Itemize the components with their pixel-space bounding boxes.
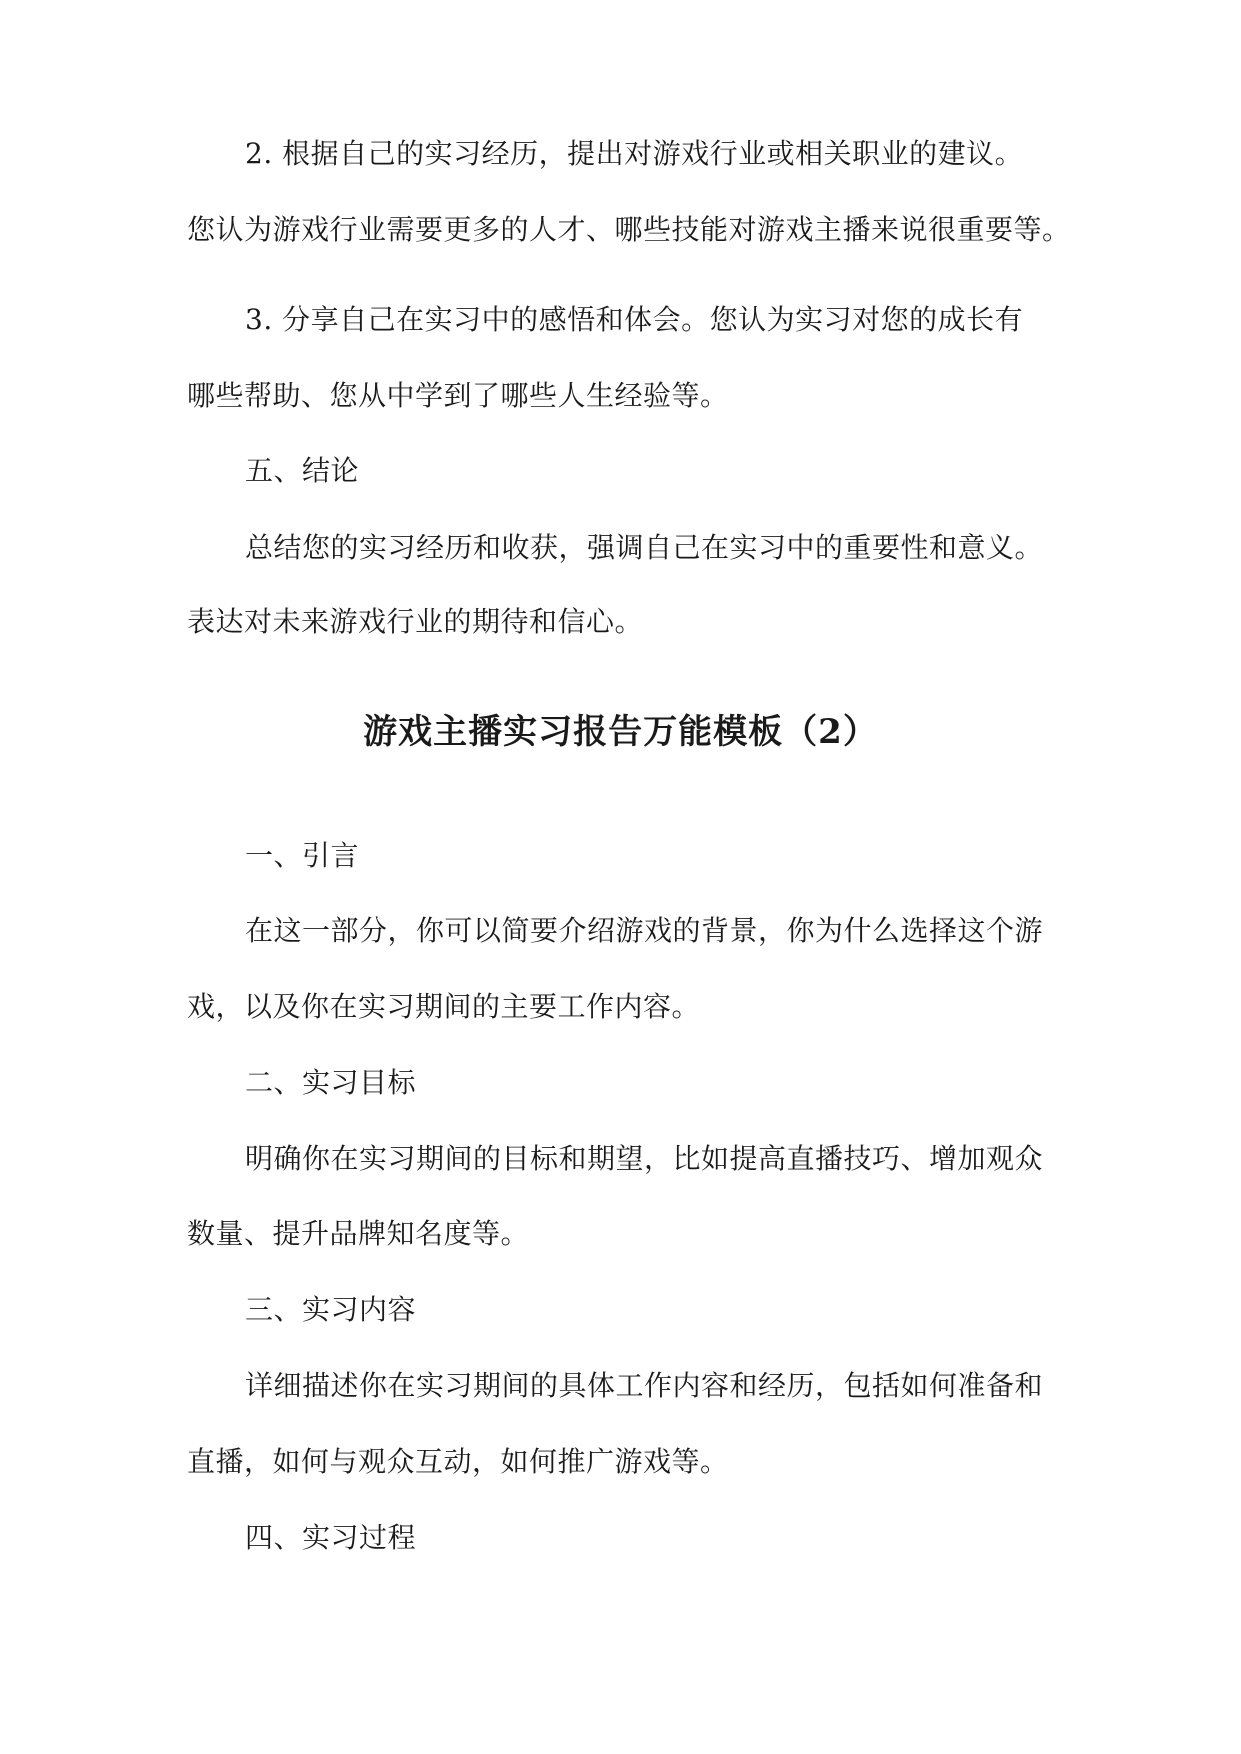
goal-line-2: 数量、提升品牌知名度等。 [187, 1217, 530, 1250]
document-title: 游戏主播实习报告万能模板（2） [363, 712, 878, 752]
item-3-line-1: 3. 分享自己在实习中的感悟和体会。您认为实习对您的成长有 [245, 303, 1024, 336]
intro-line-2: 戏，以及你在实习期间的主要工作内容。 [187, 990, 701, 1023]
process-heading: 四、实习过程 [245, 1521, 417, 1554]
item-3-line-2: 哪些帮助、您从中学到了哪些人生经验等。 [187, 379, 729, 412]
goal-line-1: 明确你在实习期间的目标和期望，比如提高直播技巧、增加观众 [245, 1142, 1044, 1175]
intro-heading: 一、引言 [245, 839, 360, 872]
content-heading: 三、实习内容 [245, 1293, 417, 1326]
item-2-line-1: 2. 根据自己的实习经历，提出对游戏行业或相关职业的建议。 [245, 137, 1024, 170]
conclusion-heading: 五、结论 [245, 454, 360, 487]
intro-line-1: 在这一部分，你可以简要介绍游戏的背景，你为什么选择这个游 [245, 914, 1044, 947]
conclusion-line-1: 总结您的实习经历和收获，强调自己在实习中的重要性和意义。 [245, 531, 1044, 564]
content-line-2: 直播，如何与观众互动，如何推广游戏等。 [187, 1445, 729, 1478]
content-line-1: 详细描述你在实习期间的具体工作内容和经历，包括如何准备和 [245, 1369, 1044, 1402]
goal-heading: 二、实习目标 [245, 1066, 417, 1099]
conclusion-line-2: 表达对未来游戏行业的期待和信心。 [187, 605, 644, 638]
item-2-line-2: 您认为游戏行业需要更多的人才、哪些技能对游戏主播来说很重要等。 [187, 213, 1071, 246]
